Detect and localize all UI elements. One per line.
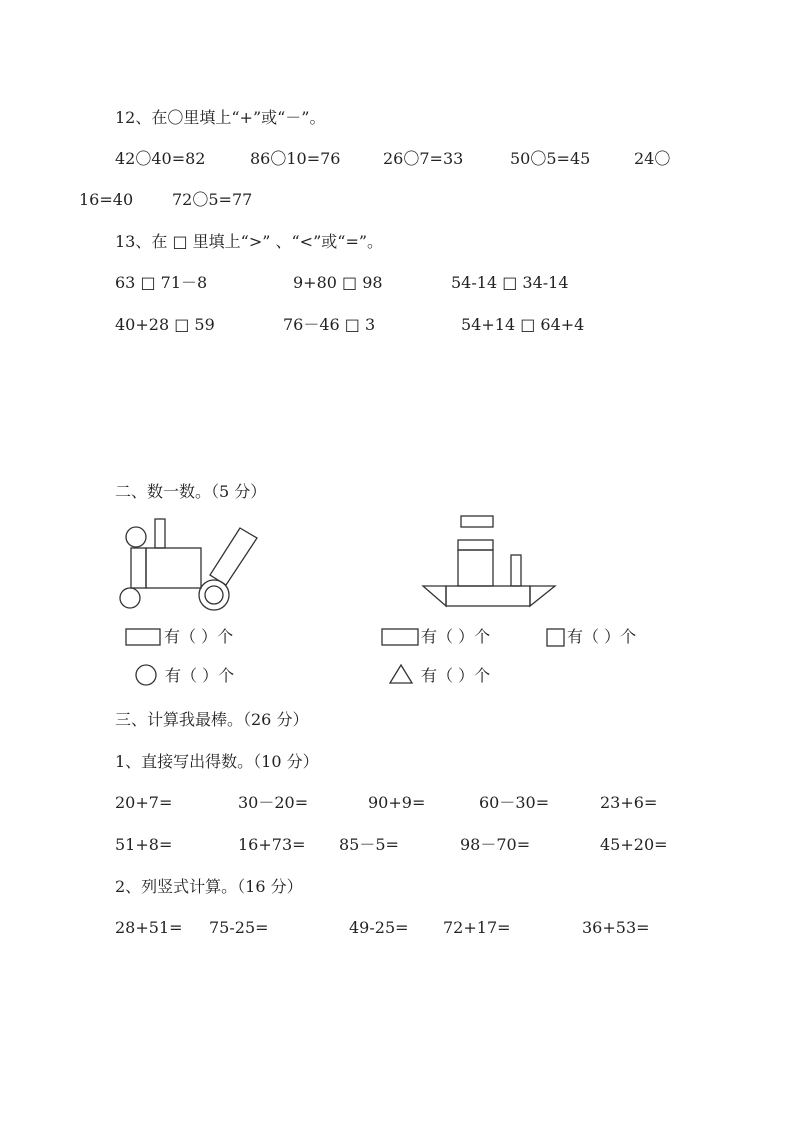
q13-item: 9+80 □ 98 [293,273,383,292]
ship-hull [446,586,530,606]
q12-item: 50〇5=45 [510,149,591,168]
rectangle-icon [126,629,160,645]
truck-figure [120,519,257,610]
calc-item: 23+6= [600,793,658,812]
count-rectangle-ship: 有（ ）个 [421,627,491,646]
q12-title: 12、在〇里填上“+”或“－”。 [115,108,326,127]
calc-item: 16+73= [238,835,306,854]
triangle-icon [390,665,412,683]
section2-title: 二、数一数。（5 分） [115,482,267,501]
ship-figure [423,516,555,606]
calc-item: 45+20= [600,835,668,854]
q12-item: 72〇5=77 [172,190,253,209]
calc-item: 51+8= [115,835,173,854]
truck-arm [210,528,257,585]
q12-item: 16=40 [79,190,134,209]
section3-sub1-title: 1、直接写出得数。（10 分） [115,752,319,771]
ship-cabin [458,550,493,586]
truck-top-circle [126,527,146,547]
q13-item: 54+14 □ 64+4 [461,315,585,334]
count-circle: 有（ ）个 [165,666,235,685]
q13-item: 76－46 □ 3 [283,315,376,334]
calc-item: 20+7= [115,793,173,812]
calc-item: 85－5= [339,835,399,854]
ship-bow [423,586,446,606]
rectangle-icon [382,629,418,645]
calc-item: 30－20= [238,793,309,812]
vertical-calc-item: 49-25= [349,918,409,937]
count-square: 有（ ）个 [567,627,637,646]
q13-item: 63 □ 71－8 [115,273,208,292]
count-triangle: 有（ ）个 [421,666,491,685]
ship-chimney [511,555,521,586]
q13-title: 13、在 □ 里填上“>” 、“<”或“=”。 [115,232,384,251]
q12-item: 42〇40=82 [115,149,206,168]
q12-item: 26〇7=33 [383,149,464,168]
q13-item: 54-14 □ 34-14 [451,273,569,292]
truck-front [131,548,146,588]
truck-cabin [146,548,201,588]
q13-item: 40+28 □ 59 [115,315,215,334]
ship-upper-rect [458,540,493,550]
q12-item: 86〇10=76 [250,149,341,168]
circle-icon [136,665,156,685]
calc-item: 60－30= [479,793,550,812]
vertical-calc-item: 72+17= [443,918,511,937]
count-rectangle-truck: 有（ ）个 [164,627,234,646]
square-icon [547,629,564,646]
section3-title: 三、计算我最棒。（26 分） [115,710,309,729]
truck-wheel-inner [205,586,223,604]
truck-chimney [155,519,165,548]
calc-item: 90+9= [368,793,426,812]
vertical-calc-item: 28+51= [115,918,183,937]
ship-stern [530,586,555,606]
vertical-calc-item: 75-25= [209,918,269,937]
q12-item: 24〇 [634,149,671,168]
calc-item: 98－70= [460,835,531,854]
section3-sub2-title: 2、列竖式计算。（16 分） [115,877,303,896]
ship-top-rect [461,516,493,527]
truck-wheel-left [120,588,140,608]
truck-wheel-outer [199,580,229,610]
vertical-calc-item: 36+53= [582,918,650,937]
